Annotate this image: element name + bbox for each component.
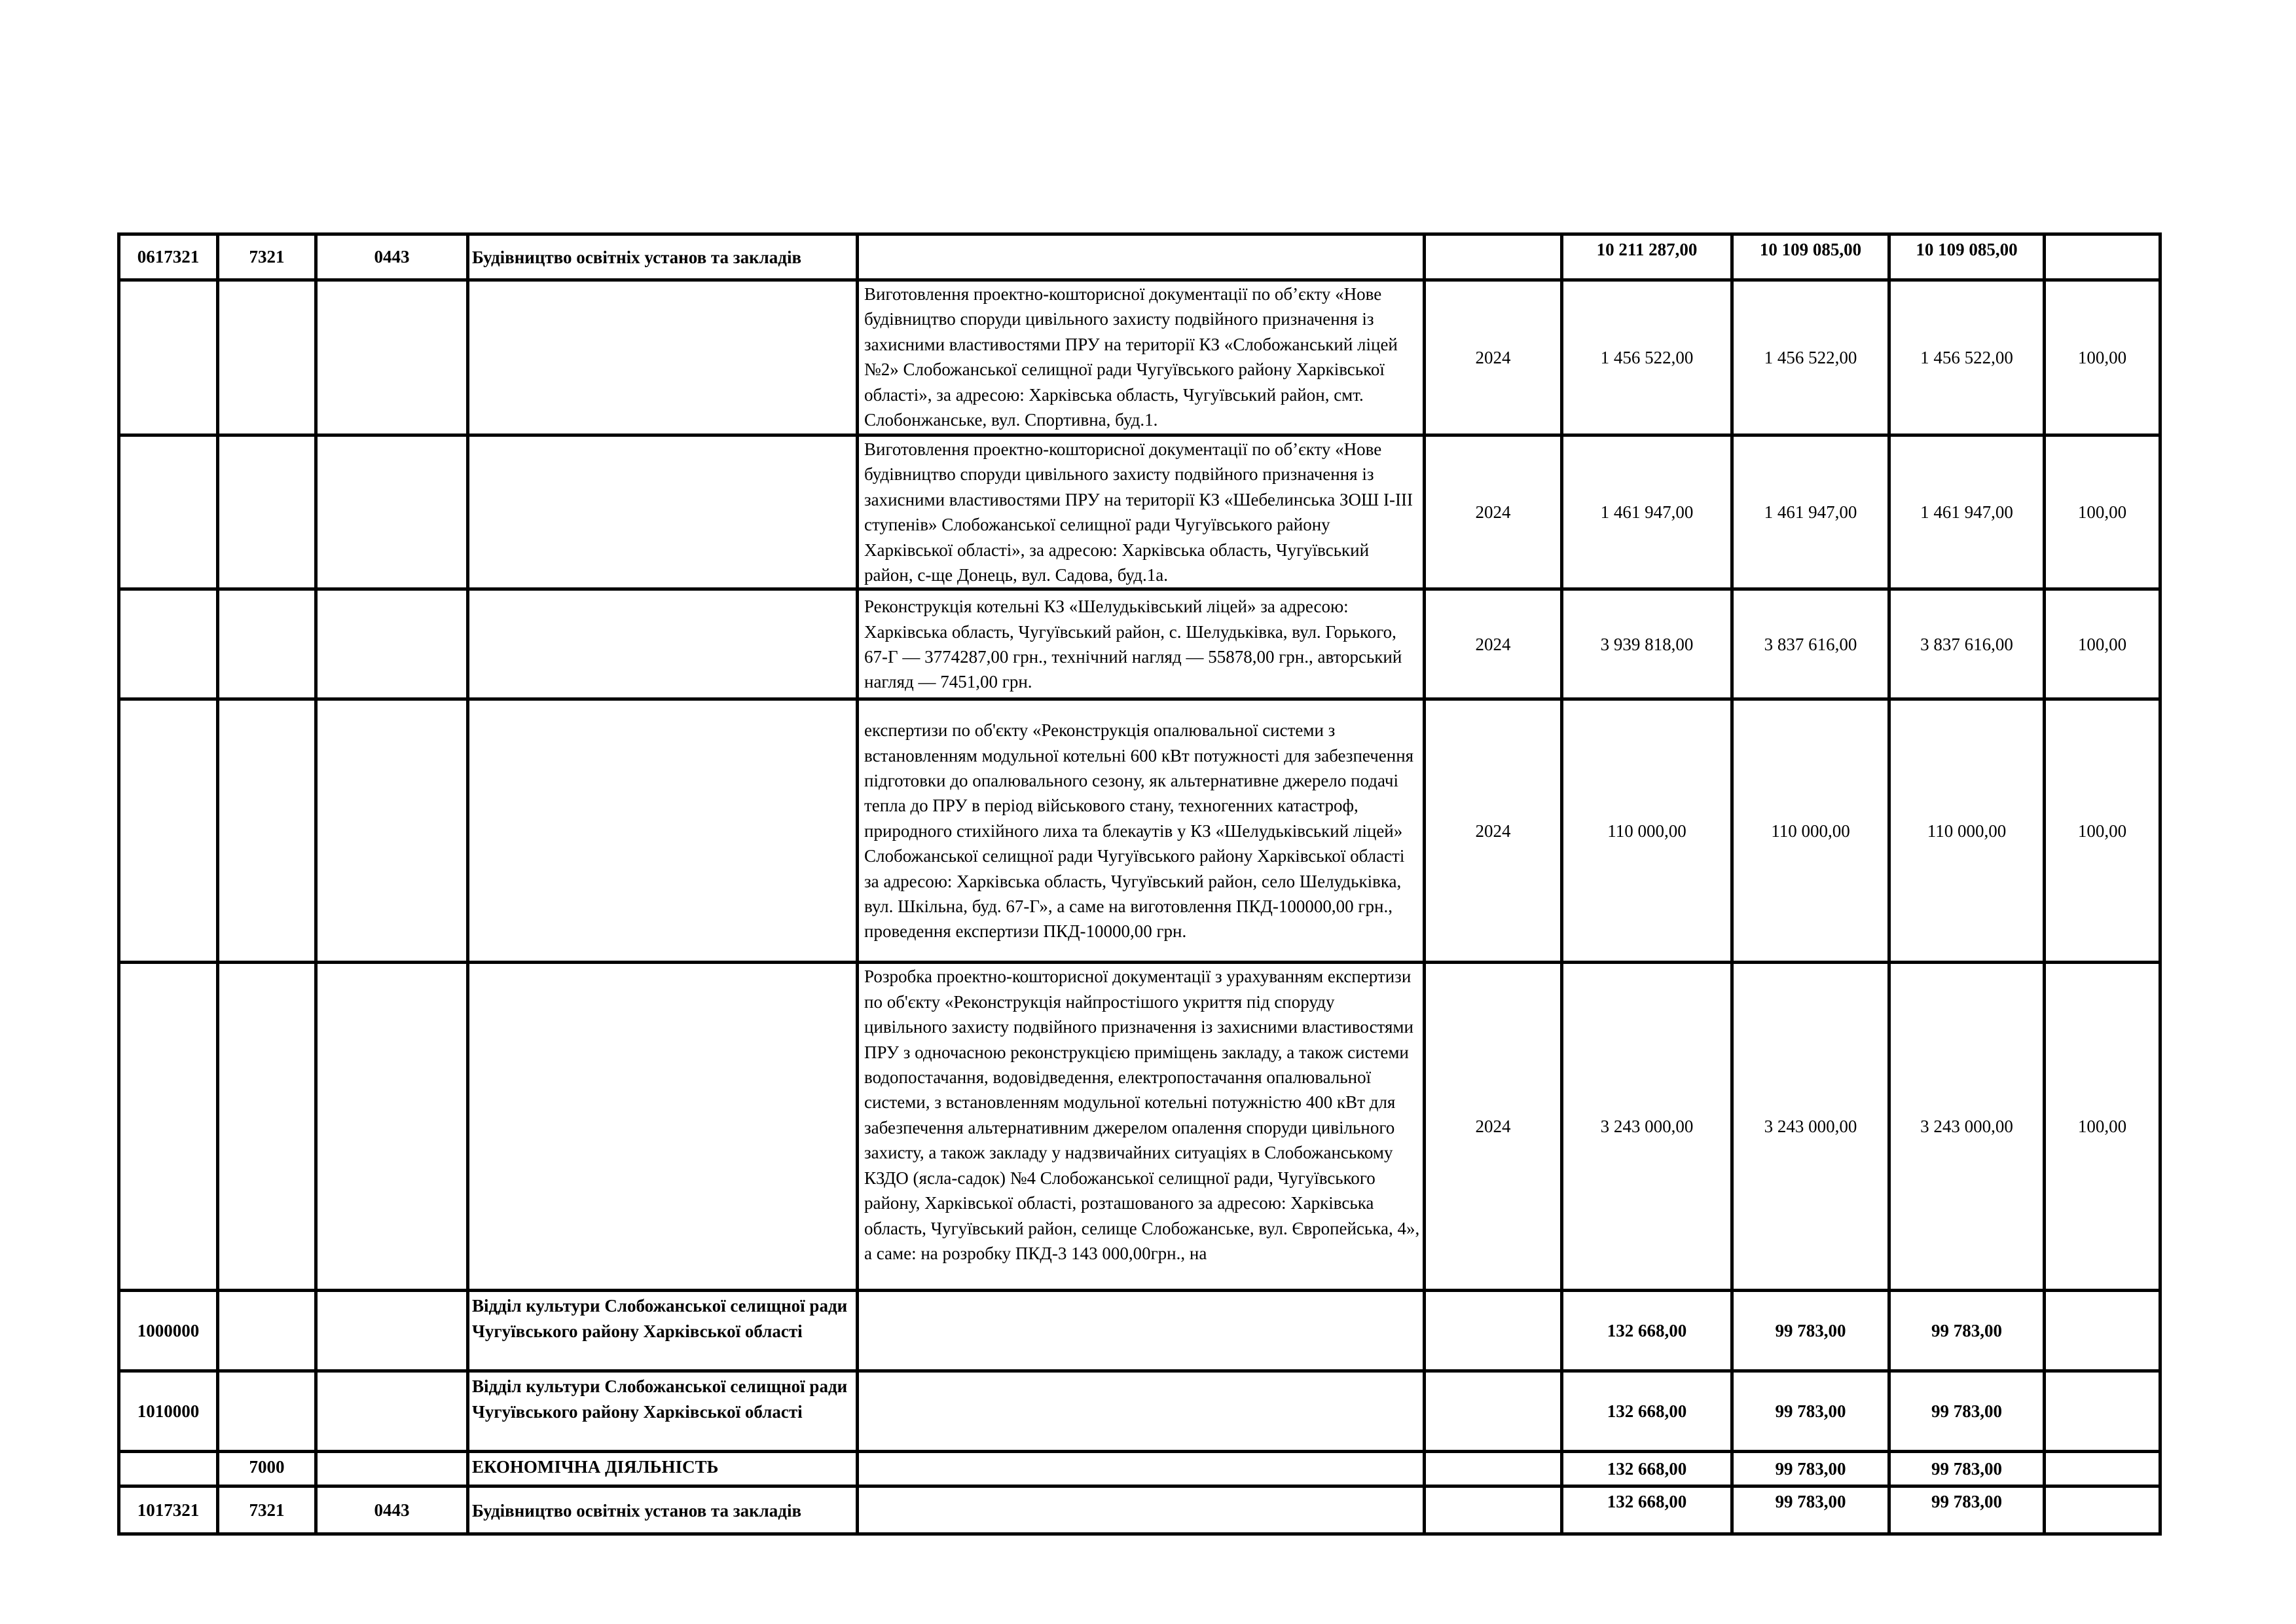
year-cell (1425, 1291, 1562, 1371)
program-code-cell: 0617321 (119, 234, 218, 280)
percent-cell (2045, 1452, 2160, 1486)
total-cost-cell: 3 939 818,00 (1562, 589, 1732, 699)
actual-amount-cell: 99 783,00 (1889, 1291, 2045, 1371)
kfk-code-cell (218, 1291, 316, 1371)
planned-amount-cell: 1 456 522,00 (1732, 280, 1889, 435)
object-description-cell (858, 1452, 1425, 1486)
actual-amount-cell: 3 243 000,00 (1889, 963, 2045, 1291)
percent-cell (2045, 1486, 2160, 1534)
table-row (119, 1452, 2160, 1486)
kfk-code-cell (218, 280, 316, 435)
total-cost-cell: 132 668,00 (1562, 1291, 1732, 1371)
actual-amount-cell: 1 461 947,00 (1889, 435, 2045, 589)
kfb-code-cell: 0443 (316, 1486, 468, 1534)
program-code-cell (119, 589, 218, 699)
table-row (119, 963, 2160, 1291)
percent-cell: 100,00 (2045, 963, 2160, 1291)
kfb-code-cell (316, 963, 468, 1291)
planned-amount-cell: 3 243 000,00 (1732, 963, 1889, 1291)
year-cell (1425, 1371, 1562, 1452)
percent-cell: 100,00 (2045, 699, 2160, 963)
total-cost-cell: 1 461 947,00 (1562, 435, 1732, 589)
table-row (119, 1291, 2160, 1371)
kfb-code-cell (316, 1371, 468, 1452)
total-cost-cell: 110 000,00 (1562, 699, 1732, 963)
percent-cell: 100,00 (2045, 435, 2160, 589)
kfk-code-cell: 7000 (218, 1452, 316, 1486)
object-description-cell (858, 1291, 1425, 1371)
object-description-cell: Виготовлення проектно-кошторисної документації по об’єкту «Нове будівництво споруди цивільного захисту подвійного призначення із захисними властивостями ПРУ на території КЗ «Шебелинська ЗОШ І-ІІІ ступенів» Слобожанської селищної ради Чугуївського району Харківської області», за адресою: Харківська область, Чугуївський район, с-ще Донець, вул. Садова, буд.1а. (858, 435, 1425, 589)
object-description-cell: експертизи по об'єкту «Реконструкція опалювальної системи з встановленням модульної котельні 600 кВт потужності для забезпечення підготовки до опалювального сезону, як альтернативне джерело подачі тепла до ПРУ в період військового стану, техногенних катастроф, природного стихійного лиха та блекаутів у КЗ «Шелудьківський ліцей» Слобожанської селищної ради Чугуївського району Харківської області за адресою: Харківська область, Чугуївський район, село Шелудьківка, вул. Шкільна, буд. 67-Г», а саме на виготовлення ПКД-100000,00 грн., проведення експертизи ПКД-10000,00 грн. (858, 699, 1425, 963)
object-description-cell: Виготовлення проектно-кошторисної документації по об’єкту «Нове будівництво споруди цивільного захисту подвійного призначення із захисними властивостями ПРУ на території КЗ «Слобожанський ліцей №2» Слобожанської селищної ради Чугуївського району Харківської області», за адресою: Харківська область, Чугуївський район, смт. Слобонжанське, вул. Спортивна, буд.1. (858, 280, 1425, 435)
kfb-code-cell (316, 280, 468, 435)
total-cost-cell: 1 456 522,00 (1562, 280, 1732, 435)
program-code-cell: 1010000 (119, 1371, 218, 1452)
kfk-code-cell (218, 699, 316, 963)
program-code-cell (119, 963, 218, 1291)
program-name-cell: Відділ культури Слобожанської селищної ради Чугуївського району Харківської області (468, 1371, 858, 1452)
kfb-code-cell (316, 435, 468, 589)
table-row (119, 435, 2160, 589)
program-code-cell (119, 1452, 218, 1486)
year-cell (1425, 234, 1562, 280)
program-name-cell (468, 280, 858, 435)
planned-amount-cell: 99 783,00 (1732, 1371, 1889, 1452)
year-cell: 2024 (1425, 589, 1562, 699)
program-name-cell: Відділ культури Слобожанської селищної ради Чугуївського району Харківської області (468, 1291, 858, 1371)
year-cell: 2024 (1425, 699, 1562, 963)
actual-amount-cell: 3 837 616,00 (1889, 589, 2045, 699)
percent-cell: 100,00 (2045, 589, 2160, 699)
table-row (119, 234, 2160, 280)
program-code-cell: 1017321 (119, 1486, 218, 1534)
table-row (119, 1371, 2160, 1452)
program-name-cell: Будівництво освітніх установ та закладів (468, 1486, 858, 1534)
percent-cell (2045, 1291, 2160, 1371)
program-code-cell (119, 435, 218, 589)
program-name-cell (468, 589, 858, 699)
object-description-cell: Розробка проектно-кошторисної документації з урахуванням експертизи по об'єкту «Реконструкція найпростішого укриття під споруду цивільного захисту подвійного призначення із захисними властивостями ПРУ з одночасною реконструкцією приміщень закладу, а також системи водопостачання, водовідведення, електропостачання опалювальної системи, з встановленням модульної котельні потужністю 400 кВт для забезпечення альтернативним джерелом опалення споруди цивільного захисту, а також закладу у надзвичайних ситуаціях в Слобожанському КЗДО (ясла-садок) №4 Слобожанської селищної ради, Чугуївського району, Харківської області, розташованого за адресою: Харківська область, Чугуївський район, селище Слобожанське, вул. Європейська, 4», а саме: на розробку ПКД-3 143 000,00грн., на (858, 963, 1425, 1291)
year-cell: 2024 (1425, 435, 1562, 589)
planned-amount-cell: 1 461 947,00 (1732, 435, 1889, 589)
percent-cell: 100,00 (2045, 280, 2160, 435)
kfk-code-cell (218, 1371, 316, 1452)
actual-amount-cell: 10 109 085,00 (1889, 234, 2045, 280)
table-row (119, 1486, 2160, 1534)
planned-amount-cell: 10 109 085,00 (1732, 234, 1889, 280)
program-code-cell (119, 280, 218, 435)
actual-amount-cell: 99 783,00 (1889, 1371, 2045, 1452)
kfk-code-cell: 7321 (218, 234, 316, 280)
actual-amount-cell: 1 456 522,00 (1889, 280, 2045, 435)
percent-cell (2045, 234, 2160, 280)
year-cell (1425, 1486, 1562, 1534)
program-code-cell: 1000000 (119, 1291, 218, 1371)
table-row (119, 280, 2160, 435)
object-description-cell: Реконструкція котельні КЗ «Шелудьківський ліцей» за адресою: Харківська область, Чугуївський район, с. Шелудьківка, вул. Горького, 67-Г — 3774287,00 грн., технічний нагляд — 55878,00 грн., авторський нагляд — 7451,00 грн. (858, 589, 1425, 699)
kfk-code-cell (218, 435, 316, 589)
kfb-code-cell (316, 1291, 468, 1371)
total-cost-cell: 10 211 287,00 (1562, 234, 1732, 280)
actual-amount-cell: 110 000,00 (1889, 699, 2045, 963)
planned-amount-cell: 3 837 616,00 (1732, 589, 1889, 699)
budget-table (117, 232, 2162, 1536)
kfb-code-cell (316, 699, 468, 963)
program-name-cell: Будівництво освітніх установ та закладів (468, 234, 858, 280)
planned-amount-cell: 99 783,00 (1732, 1486, 1889, 1534)
actual-amount-cell: 99 783,00 (1889, 1452, 2045, 1486)
total-cost-cell: 132 668,00 (1562, 1486, 1732, 1534)
total-cost-cell: 132 668,00 (1562, 1371, 1732, 1452)
program-name-cell (468, 963, 858, 1291)
planned-amount-cell: 99 783,00 (1732, 1452, 1889, 1486)
table-row (119, 589, 2160, 699)
percent-cell (2045, 1371, 2160, 1452)
object-description-cell (858, 1371, 1425, 1452)
total-cost-cell: 3 243 000,00 (1562, 963, 1732, 1291)
actual-amount-cell: 99 783,00 (1889, 1486, 2045, 1534)
object-description-cell (858, 1486, 1425, 1534)
kfk-code-cell (218, 589, 316, 699)
planned-amount-cell: 99 783,00 (1732, 1291, 1889, 1371)
table-row (119, 699, 2160, 963)
kfk-code-cell (218, 963, 316, 1291)
program-name-cell (468, 435, 858, 589)
program-name-cell: ЕКОНОМІЧНА ДІЯЛЬНІСТЬ (468, 1452, 858, 1486)
year-cell (1425, 1452, 1562, 1486)
kfb-code-cell (316, 1452, 468, 1486)
kfk-code-cell: 7321 (218, 1486, 316, 1534)
year-cell: 2024 (1425, 280, 1562, 435)
object-description-cell (858, 234, 1425, 280)
program-name-cell (468, 699, 858, 963)
kfb-code-cell: 0443 (316, 234, 468, 280)
year-cell: 2024 (1425, 963, 1562, 1291)
total-cost-cell: 132 668,00 (1562, 1452, 1732, 1486)
kfb-code-cell (316, 589, 468, 699)
program-code-cell (119, 699, 218, 963)
planned-amount-cell: 110 000,00 (1732, 699, 1889, 963)
